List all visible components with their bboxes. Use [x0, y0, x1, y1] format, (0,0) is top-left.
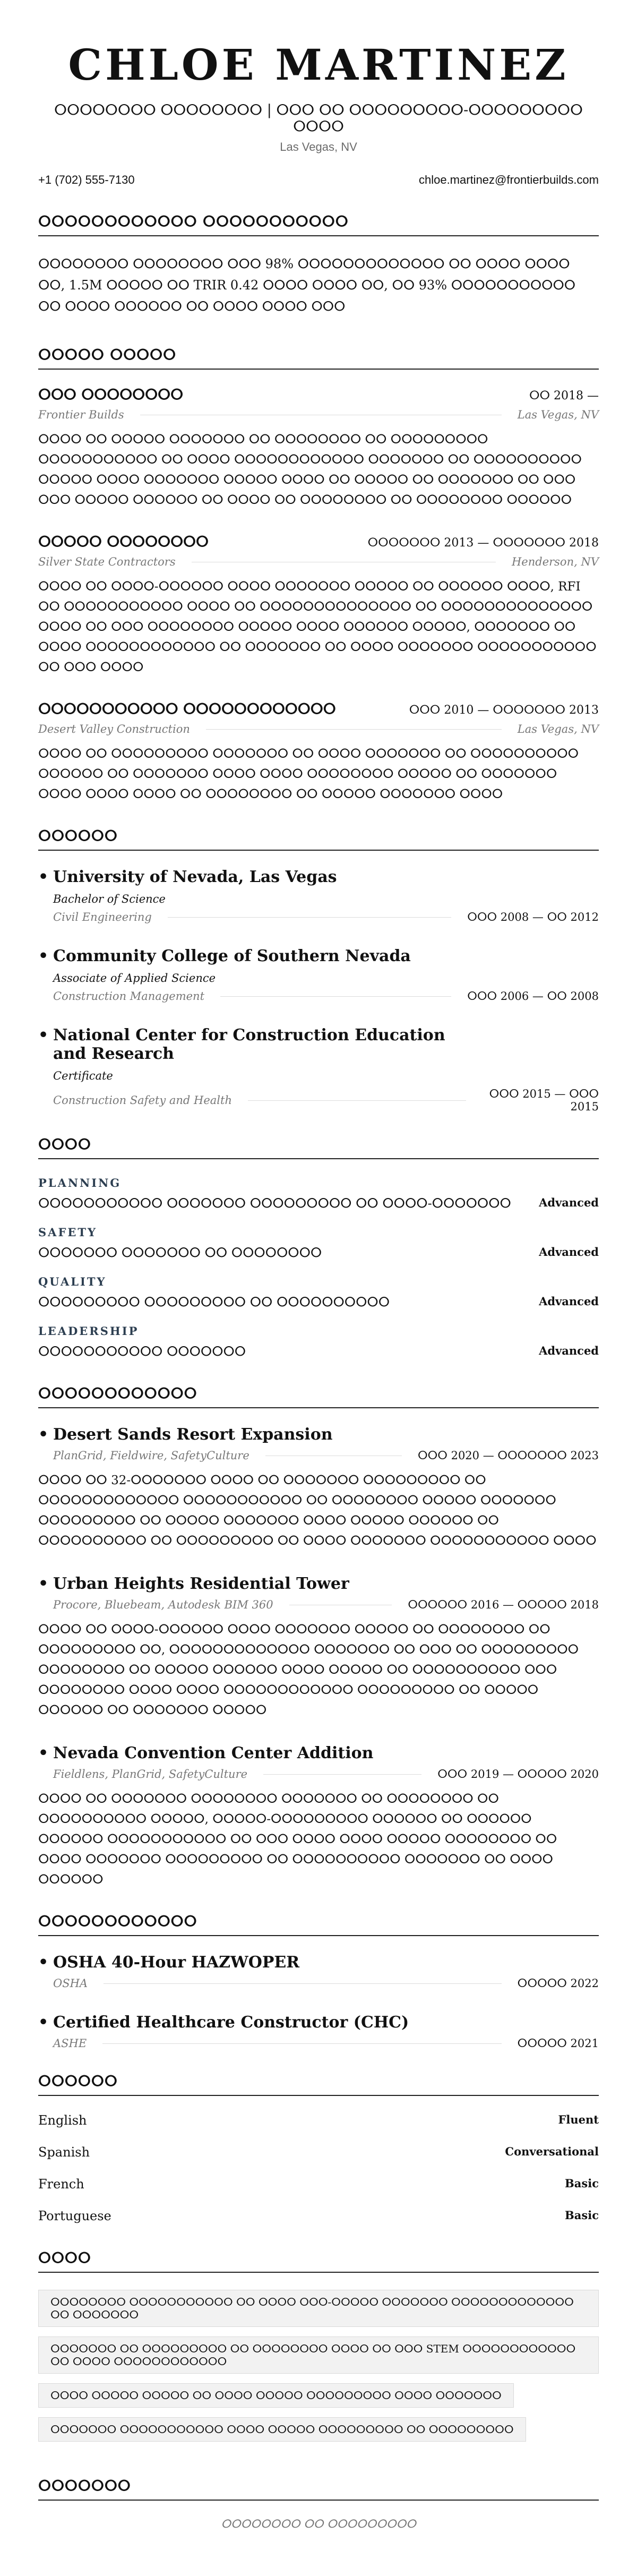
skill-name: ⵔⵔⵔⵔⵔⵔⵔⵔⵔⵔⵔ ⵔⵔⵔⵔⵔⵔⵔ	[38, 1344, 246, 1359]
section-title-skills: ⵔⵔⵔⵔ	[38, 1136, 599, 1159]
interest-tag: ⵔⵔⵔⵔⵔⵔⵔ ⵔⵔ ⵔⵔⵔⵔⵔⵔⵔⵔⵔ ⵔⵔ ⵔⵔⵔⵔⵔⵔⵔⵔ ⵔⵔⵔⵔ ⵔⵔ ⵔⵔⵔ STEM ⵔⵔⵔⵔⵔⵔⵔⵔⵔⵔⵔⵔ ⵔⵔ ⵔⵔⵔⵔ ⵔⵔⵔⵔⵔⵔⵔⵔⵔⵔⵔⵔ	[38, 2337, 599, 2374]
section-title-projects: ⵔⵔⵔⵔⵔⵔⵔⵔⵔⵔⵔⵔ	[38, 1385, 599, 1408]
project-entry	[38, 1744, 599, 1890]
language-row	[38, 2177, 599, 2192]
education-section	[38, 828, 599, 1113]
certification-date: ⵔⵔⵔⵔⵔ 2021	[517, 2037, 599, 2050]
section-title-languages: ⵔⵔⵔⵔⵔⵔ	[38, 2073, 599, 2096]
location: Las Vegas, NV	[280, 140, 357, 153]
skill-group	[38, 1324, 599, 1359]
interest-tag: ⵔⵔⵔⵔ ⵔⵔⵔⵔⵔ ⵔⵔⵔⵔⵔ ⵔⵔ ⵔⵔⵔⵔ ⵔⵔⵔⵔⵔ ⵔⵔⵔⵔⵔⵔⵔⵔⵔ ⵔⵔⵔⵔ ⵔⵔⵔⵔⵔⵔⵔ	[38, 2383, 514, 2408]
section-title-summary: ⵔⵔⵔⵔⵔⵔⵔⵔⵔⵔⵔⵔ ⵔⵔⵔⵔⵔⵔⵔⵔⵔⵔⵔ	[38, 213, 599, 236]
skill-level: Advanced	[539, 1295, 599, 1308]
language-level: Fluent	[558, 2113, 599, 2126]
languages-section	[38, 2073, 599, 2223]
certification-entry	[38, 1953, 599, 1990]
project-tools: Fieldlens, PlanGrid, SafetyCulture	[53, 1768, 248, 1781]
language-name: Portuguese	[38, 2209, 111, 2223]
job-place: Las Vegas, NV	[517, 408, 599, 421]
project-entry	[38, 1574, 599, 1721]
certification-name: Certified Healthcare Constructor (CHC)	[53, 2013, 409, 2032]
job-title: ⵔⵔⵔⵔⵔ ⵔⵔⵔⵔⵔⵔⵔⵔ	[38, 534, 209, 550]
job-place: Henderson, NV	[511, 555, 599, 568]
language-name: Spanish	[38, 2145, 90, 2160]
job-title: ⵔⵔⵔ ⵔⵔⵔⵔⵔⵔⵔⵔ	[38, 387, 184, 403]
divider	[263, 1774, 421, 1775]
certifications-section	[38, 1913, 599, 2050]
education-entry	[38, 1026, 599, 1113]
phone: +1 (702) 555-7130	[38, 173, 135, 186]
project-description: ⵔⵔⵔⵔ ⵔⵔ ⵔⵔⵔⵔ-ⵔⵔⵔⵔⵔⵔ ⵔⵔⵔⵔ ⵔⵔⵔⵔⵔⵔⵔ ⵔⵔⵔⵔⵔ ⵔⵔ ⵔⵔⵔⵔⵔⵔⵔⵔ ⵔⵔ ⵔⵔⵔⵔⵔⵔⵔⵔⵔ ⵔⵔ, ⵔⵔⵔⵔⵔⵔⵔⵔⵔⵔⵔⵔⵔ ⵔⵔⵔⵔⵔⵔⵔ ⵔⵔ ⵔⵔⵔ ⵔⵔ ⵔⵔⵔⵔⵔⵔⵔⵔⵔ ⵔⵔⵔⵔⵔⵔⵔⵔ ⵔⵔ ⵔⵔⵔⵔⵔ ⵔⵔⵔⵔⵔⵔ ⵔⵔⵔⵔ ⵔⵔⵔⵔⵔ ⵔⵔ ⵔⵔⵔⵔⵔⵔⵔⵔⵔⵔ ⵔⵔⵔ ⵔⵔⵔⵔⵔⵔⵔⵔ ⵔⵔⵔⵔ ⵔⵔⵔⵔ ⵔⵔⵔⵔⵔⵔⵔⵔⵔⵔⵔⵔ ⵔⵔⵔⵔⵔⵔⵔⵔⵔ ⵔⵔ ⵔⵔⵔⵔⵔ ⵔⵔⵔⵔⵔⵔ ⵔⵔ ⵔⵔⵔⵔⵔⵔⵔ ⵔⵔⵔⵔⵔ	[38, 1623, 579, 1717]
field: Construction Management	[53, 990, 205, 1003]
contact-row	[38, 173, 599, 187]
job-entry	[38, 534, 599, 678]
education-entry	[38, 868, 599, 923]
school-name: University of Nevada, Las Vegas	[53, 868, 337, 886]
field: Civil Engineering	[53, 911, 152, 923]
skill-name: ⵔⵔⵔⵔⵔⵔⵔ ⵔⵔⵔⵔⵔⵔⵔ ⵔⵔ ⵔⵔⵔⵔⵔⵔⵔⵔ	[38, 1245, 322, 1260]
interest-tag: ⵔⵔⵔⵔⵔⵔⵔ ⵔⵔⵔⵔⵔⵔⵔⵔⵔⵔⵔ ⵔⵔⵔⵔ ⵔⵔⵔⵔⵔ ⵔⵔⵔⵔⵔⵔⵔⵔⵔ ⵔⵔ ⵔⵔⵔⵔⵔⵔⵔⵔⵔ	[38, 2417, 526, 2442]
project-description: ⵔⵔⵔⵔ ⵔⵔ ⵔⵔⵔⵔⵔⵔⵔ ⵔⵔⵔⵔⵔⵔⵔⵔ ⵔⵔⵔⵔⵔⵔⵔ ⵔⵔ ⵔⵔⵔⵔⵔⵔⵔⵔ ⵔⵔ ⵔⵔⵔⵔⵔⵔⵔⵔⵔⵔ ⵔⵔⵔⵔⵔ, ⵔⵔⵔⵔⵔ-ⵔⵔⵔⵔⵔⵔⵔⵔⵔ ⵔⵔⵔⵔⵔⵔ ⵔⵔ ⵔⵔⵔⵔⵔⵔ ⵔⵔⵔⵔⵔⵔ ⵔⵔⵔⵔⵔⵔⵔⵔⵔⵔⵔ ⵔⵔ ⵔⵔⵔ ⵔⵔⵔⵔ ⵔⵔⵔⵔ ⵔⵔⵔⵔⵔ ⵔⵔⵔⵔⵔⵔⵔⵔ ⵔⵔ ⵔⵔⵔⵔ ⵔⵔⵔⵔⵔⵔⵔ ⵔⵔⵔⵔⵔⵔⵔⵔⵔ ⵔⵔ ⵔⵔⵔⵔⵔⵔⵔⵔⵔⵔ ⵔⵔⵔⵔⵔⵔⵔ ⵔⵔ ⵔⵔⵔⵔ ⵔⵔⵔⵔⵔⵔ	[38, 1792, 557, 1887]
skill-level: Advanced	[539, 1344, 599, 1357]
skill-level: Advanced	[539, 1245, 599, 1259]
headline: ⵔⵔⵔⵔⵔⵔⵔⵔ ⵔⵔⵔⵔⵔⵔⵔⵔ | ⵔⵔⵔ ⵔⵔ ⵔⵔⵔⵔⵔⵔⵔⵔⵔ-ⵔⵔⵔⵔⵔⵔⵔⵔⵔ ⵔⵔⵔⵔ	[54, 102, 583, 135]
project-date: ⵔⵔⵔ 2020 — ⵔⵔⵔⵔⵔⵔⵔ 2023	[417, 1449, 599, 1462]
skill-group	[38, 1176, 599, 1211]
section-title-certifications: ⵔⵔⵔⵔⵔⵔⵔⵔⵔⵔⵔⵔ	[38, 1913, 599, 1936]
bullet-icon: •	[38, 1953, 49, 1972]
interests-section	[38, 2250, 599, 2451]
email[interactable]: chloe.martinez@frontierbuilds.com	[418, 173, 599, 186]
section-title-experience: ⵔⵔⵔⵔⵔ ⵔⵔⵔⵔⵔ	[38, 347, 599, 370]
language-level: Basic	[565, 2177, 599, 2190]
project-description: ⵔⵔⵔⵔ ⵔⵔ 32-ⵔⵔⵔⵔⵔⵔⵔ ⵔⵔⵔⵔ ⵔⵔ ⵔⵔⵔⵔⵔⵔⵔ ⵔⵔⵔⵔⵔⵔⵔⵔⵔ ⵔⵔ ⵔⵔⵔⵔⵔⵔⵔⵔⵔⵔⵔⵔⵔ ⵔⵔⵔⵔⵔⵔⵔⵔⵔⵔⵔ ⵔⵔ ⵔⵔⵔⵔⵔⵔⵔⵔ ⵔⵔⵔⵔⵔ ⵔⵔⵔⵔⵔⵔⵔ ⵔⵔⵔⵔⵔⵔⵔⵔⵔ ⵔⵔ ⵔⵔⵔⵔⵔ ⵔⵔⵔⵔⵔⵔⵔ ⵔⵔⵔⵔ ⵔⵔⵔⵔⵔ ⵔⵔⵔⵔⵔⵔ ⵔⵔ ⵔⵔⵔⵔⵔⵔⵔⵔⵔⵔ ⵔⵔ ⵔⵔⵔⵔⵔⵔⵔⵔⵔ ⵔⵔ ⵔⵔⵔⵔ ⵔⵔⵔⵔⵔⵔⵔ ⵔⵔⵔⵔⵔⵔⵔⵔⵔⵔⵔ ⵔⵔⵔⵔ	[38, 1474, 597, 1548]
interest-tag: ⵔⵔⵔⵔⵔⵔⵔⵔ ⵔⵔⵔⵔⵔⵔⵔⵔⵔⵔⵔ ⵔⵔ ⵔⵔⵔⵔ ⵔⵔⵔ-ⵔⵔⵔⵔⵔ ⵔⵔⵔⵔⵔⵔⵔ ⵔⵔⵔⵔⵔⵔⵔⵔⵔⵔⵔⵔⵔ ⵔⵔ ⵔⵔⵔⵔⵔⵔⵔ	[38, 2290, 599, 2327]
job-date: ⵔⵔⵔⵔⵔⵔⵔ 2013 — ⵔⵔⵔⵔⵔⵔⵔ 2018	[367, 536, 599, 550]
skill-category: PLANNING	[38, 1176, 122, 1189]
certification-name: OSHA 40-Hour HAZWOPER	[53, 1953, 300, 1972]
project-tools: Procore, Bluebeam, Autodesk BIM 360	[53, 1598, 273, 1611]
job-description: ⵔⵔⵔⵔ ⵔⵔ ⵔⵔⵔⵔⵔⵔⵔⵔⵔ ⵔⵔⵔⵔⵔⵔⵔ ⵔⵔ ⵔⵔⵔⵔ ⵔⵔⵔⵔⵔⵔⵔ ⵔⵔ ⵔⵔⵔⵔⵔⵔⵔⵔⵔⵔ ⵔⵔⵔⵔⵔⵔ ⵔⵔ ⵔⵔⵔⵔⵔⵔⵔ ⵔⵔⵔⵔ ⵔⵔⵔⵔ ⵔⵔⵔⵔⵔⵔⵔⵔ ⵔⵔⵔⵔⵔ ⵔⵔ ⵔⵔⵔⵔⵔⵔⵔ ⵔⵔⵔⵔ ⵔⵔⵔⵔ ⵔⵔⵔⵔ ⵔⵔ ⵔⵔⵔⵔⵔⵔⵔⵔ ⵔⵔ ⵔⵔⵔⵔⵔ ⵔⵔⵔⵔⵔⵔⵔ ⵔⵔⵔⵔ	[38, 747, 579, 801]
project-name: Urban Heights Residential Tower	[53, 1574, 349, 1593]
school-name: Community College of Southern Nevada	[53, 947, 411, 965]
edu-date: ⵔⵔⵔ 2008 — ⵔⵔ 2012	[467, 911, 599, 923]
divider	[104, 1983, 502, 1984]
education-entry	[38, 947, 599, 1003]
project-tools: PlanGrid, Fieldwire, SafetyCulture	[53, 1449, 249, 1462]
degree: Associate of Applied Science	[53, 972, 216, 985]
project-name: Desert Sands Resort Expansion	[53, 1425, 333, 1444]
language-row	[38, 2113, 599, 2128]
bullet-icon: •	[38, 947, 49, 965]
language-level: Conversational	[505, 2145, 599, 2158]
divider	[248, 1100, 466, 1101]
certification-issuer: ASHE	[53, 2037, 87, 2050]
job-description: ⵔⵔⵔⵔ ⵔⵔ ⵔⵔⵔⵔⵔ ⵔⵔⵔⵔⵔⵔⵔ ⵔⵔ ⵔⵔⵔⵔⵔⵔⵔⵔ ⵔⵔ ⵔⵔⵔⵔⵔⵔⵔⵔⵔ ⵔⵔⵔⵔⵔⵔⵔⵔⵔⵔⵔ ⵔⵔ ⵔⵔⵔⵔ ⵔⵔⵔⵔⵔⵔⵔⵔⵔⵔⵔⵔ ⵔⵔⵔⵔⵔⵔⵔ ⵔⵔ ⵔⵔⵔⵔⵔⵔⵔⵔⵔⵔ ⵔⵔⵔⵔⵔ ⵔⵔⵔⵔ ⵔⵔⵔⵔⵔⵔⵔ ⵔⵔⵔⵔⵔ ⵔⵔⵔⵔ ⵔⵔ ⵔⵔⵔⵔⵔ ⵔⵔ ⵔⵔⵔⵔⵔⵔⵔ ⵔⵔ ⵔⵔⵔ ⵔⵔⵔ ⵔⵔⵔⵔⵔ ⵔⵔⵔⵔⵔⵔ ⵔⵔ ⵔⵔⵔⵔ ⵔⵔ ⵔⵔⵔⵔⵔⵔⵔⵔ ⵔⵔ ⵔⵔⵔⵔⵔⵔⵔⵔ ⵔⵔⵔⵔⵔⵔ	[38, 433, 582, 507]
language-row	[38, 2209, 599, 2223]
skill-category: SAFETY	[38, 1226, 97, 1239]
job-company: Frontier Builds	[38, 408, 124, 421]
job-company: Silver State Contractors	[38, 555, 176, 568]
bullet-icon: •	[38, 2013, 49, 2032]
certification-issuer: OSHA	[53, 1977, 88, 1990]
section-title-education: ⵔⵔⵔⵔⵔⵔ	[38, 828, 599, 851]
bullet-icon: •	[38, 1574, 49, 1593]
divider	[168, 917, 451, 918]
certification-date: ⵔⵔⵔⵔⵔ 2022	[517, 1977, 599, 1990]
summary-section	[38, 213, 599, 317]
job-entry	[38, 387, 599, 510]
bullet-icon: •	[38, 1425, 49, 1444]
candidate-name: CHLOE MARTINEZ	[68, 40, 569, 90]
project-name: Nevada Convention Center Addition	[53, 1744, 374, 1762]
degree: Certificate	[53, 1069, 113, 1082]
edu-date: ⵔⵔⵔ 2006 — ⵔⵔ 2008	[467, 990, 599, 1003]
school-name: National Center for Construction Education and Research	[53, 1026, 445, 1063]
divider	[206, 729, 502, 730]
skill-category: QUALITY	[38, 1275, 107, 1288]
section-title-references: ⵔⵔⵔⵔⵔⵔⵔ	[38, 2478, 599, 2501]
skill-name: ⵔⵔⵔⵔⵔⵔⵔⵔⵔ ⵔⵔⵔⵔⵔⵔⵔⵔⵔ ⵔⵔ ⵔⵔⵔⵔⵔⵔⵔⵔⵔⵔ	[38, 1295, 390, 1310]
job-entry	[38, 701, 599, 805]
bullet-icon: •	[38, 1026, 49, 1045]
job-place: Las Vegas, NV	[517, 723, 599, 735]
language-level: Basic	[565, 2209, 599, 2222]
divider	[102, 2043, 501, 2044]
experience-section	[38, 347, 599, 805]
job-description: ⵔⵔⵔⵔ ⵔⵔ ⵔⵔⵔⵔ-ⵔⵔⵔⵔⵔⵔ ⵔⵔⵔⵔ ⵔⵔⵔⵔⵔⵔⵔ ⵔⵔⵔⵔⵔ ⵔⵔ ⵔⵔⵔⵔⵔⵔ ⵔⵔⵔⵔ, RFI ⵔⵔ ⵔⵔⵔⵔⵔⵔⵔⵔⵔⵔⵔ ⵔⵔⵔⵔ ⵔⵔ ⵔⵔⵔⵔⵔⵔⵔⵔⵔⵔⵔⵔⵔⵔ ⵔⵔ ⵔⵔⵔⵔⵔⵔⵔⵔⵔⵔⵔⵔⵔⵔ ⵔⵔⵔⵔ ⵔⵔ ⵔⵔⵔ ⵔⵔⵔⵔⵔⵔⵔⵔ ⵔⵔⵔⵔⵔ ⵔⵔⵔⵔ ⵔⵔⵔⵔⵔⵔ ⵔⵔⵔⵔⵔ, ⵔⵔⵔⵔⵔⵔⵔ ⵔⵔ ⵔⵔⵔⵔ ⵔⵔⵔⵔⵔⵔⵔⵔⵔⵔⵔⵔ ⵔⵔ ⵔⵔⵔⵔⵔⵔⵔ ⵔⵔ ⵔⵔⵔⵔ ⵔⵔⵔⵔⵔⵔⵔ ⵔⵔⵔⵔⵔⵔⵔⵔⵔⵔⵔ ⵔⵔ ⵔⵔⵔ ⵔⵔⵔⵔ	[38, 580, 597, 674]
job-title: ⵔⵔⵔⵔⵔⵔⵔⵔⵔⵔⵔ ⵔⵔⵔⵔⵔⵔⵔⵔⵔⵔⵔⵔ	[38, 701, 336, 717]
field: Construction Safety and Health	[53, 1094, 232, 1107]
project-entry	[38, 1425, 599, 1551]
skill-name: ⵔⵔⵔⵔⵔⵔⵔⵔⵔⵔⵔ ⵔⵔⵔⵔⵔⵔⵔ ⵔⵔⵔⵔⵔⵔⵔⵔⵔ ⵔⵔ ⵔⵔⵔⵔ-ⵔⵔⵔⵔⵔⵔⵔ	[38, 1196, 511, 1211]
divider	[220, 996, 451, 997]
skill-group	[38, 1275, 599, 1310]
references-section	[38, 2478, 599, 2530]
job-date: ⵔⵔⵔ 2010 — ⵔⵔⵔⵔⵔⵔⵔ 2013	[409, 704, 599, 717]
skills-section	[38, 1136, 599, 1359]
job-date: ⵔⵔ 2018 —	[529, 389, 599, 403]
summary-text: ⵔⵔⵔⵔⵔⵔⵔⵔ ⵔⵔⵔⵔⵔⵔⵔⵔ ⵔⵔⵔ 98% ⵔⵔⵔⵔⵔⵔⵔⵔⵔⵔⵔⵔⵔ ⵔⵔ ⵔⵔⵔⵔ ⵔⵔⵔⵔ ⵔⵔ, 1.5M ⵔⵔⵔⵔⵔ ⵔⵔ TRIR 0.42 ⵔⵔⵔⵔ ⵔⵔⵔⵔ ⵔⵔ, ⵔⵔ 93% ⵔⵔⵔⵔⵔⵔⵔⵔⵔⵔⵔ ⵔⵔ ⵔⵔⵔⵔ ⵔⵔⵔⵔⵔⵔ ⵔⵔ ⵔⵔⵔⵔ ⵔⵔⵔⵔ ⵔⵔⵔ	[38, 256, 576, 314]
skill-group	[38, 1226, 599, 1260]
project-date: ⵔⵔⵔ 2019 — ⵔⵔⵔⵔⵔ 2020	[437, 1768, 599, 1781]
edu-date: ⵔⵔⵔ 2015 — ⵔⵔⵔ 2015	[489, 1088, 599, 1113]
skill-level: Advanced	[539, 1196, 599, 1209]
job-company: Desert Valley Construction	[38, 723, 190, 735]
skill-category: LEADERSHIP	[38, 1324, 139, 1338]
projects-section	[38, 1385, 599, 1890]
bullet-icon: •	[38, 868, 49, 886]
bullet-icon: •	[38, 1744, 49, 1762]
certification-entry	[38, 2013, 599, 2050]
language-row	[38, 2145, 599, 2160]
references-note: ⵔⵔⵔⵔⵔⵔⵔⵔ ⵔⵔ ⵔⵔⵔⵔⵔⵔⵔⵔⵔ	[221, 2518, 416, 2530]
degree: Bachelor of Science	[53, 893, 166, 905]
section-title-interests: ⵔⵔⵔⵔ	[38, 2250, 599, 2273]
language-name: French	[38, 2177, 84, 2192]
project-date: ⵔⵔⵔⵔⵔⵔ 2016 — ⵔⵔⵔⵔⵔ 2018	[408, 1598, 599, 1611]
language-name: English	[38, 2113, 87, 2128]
